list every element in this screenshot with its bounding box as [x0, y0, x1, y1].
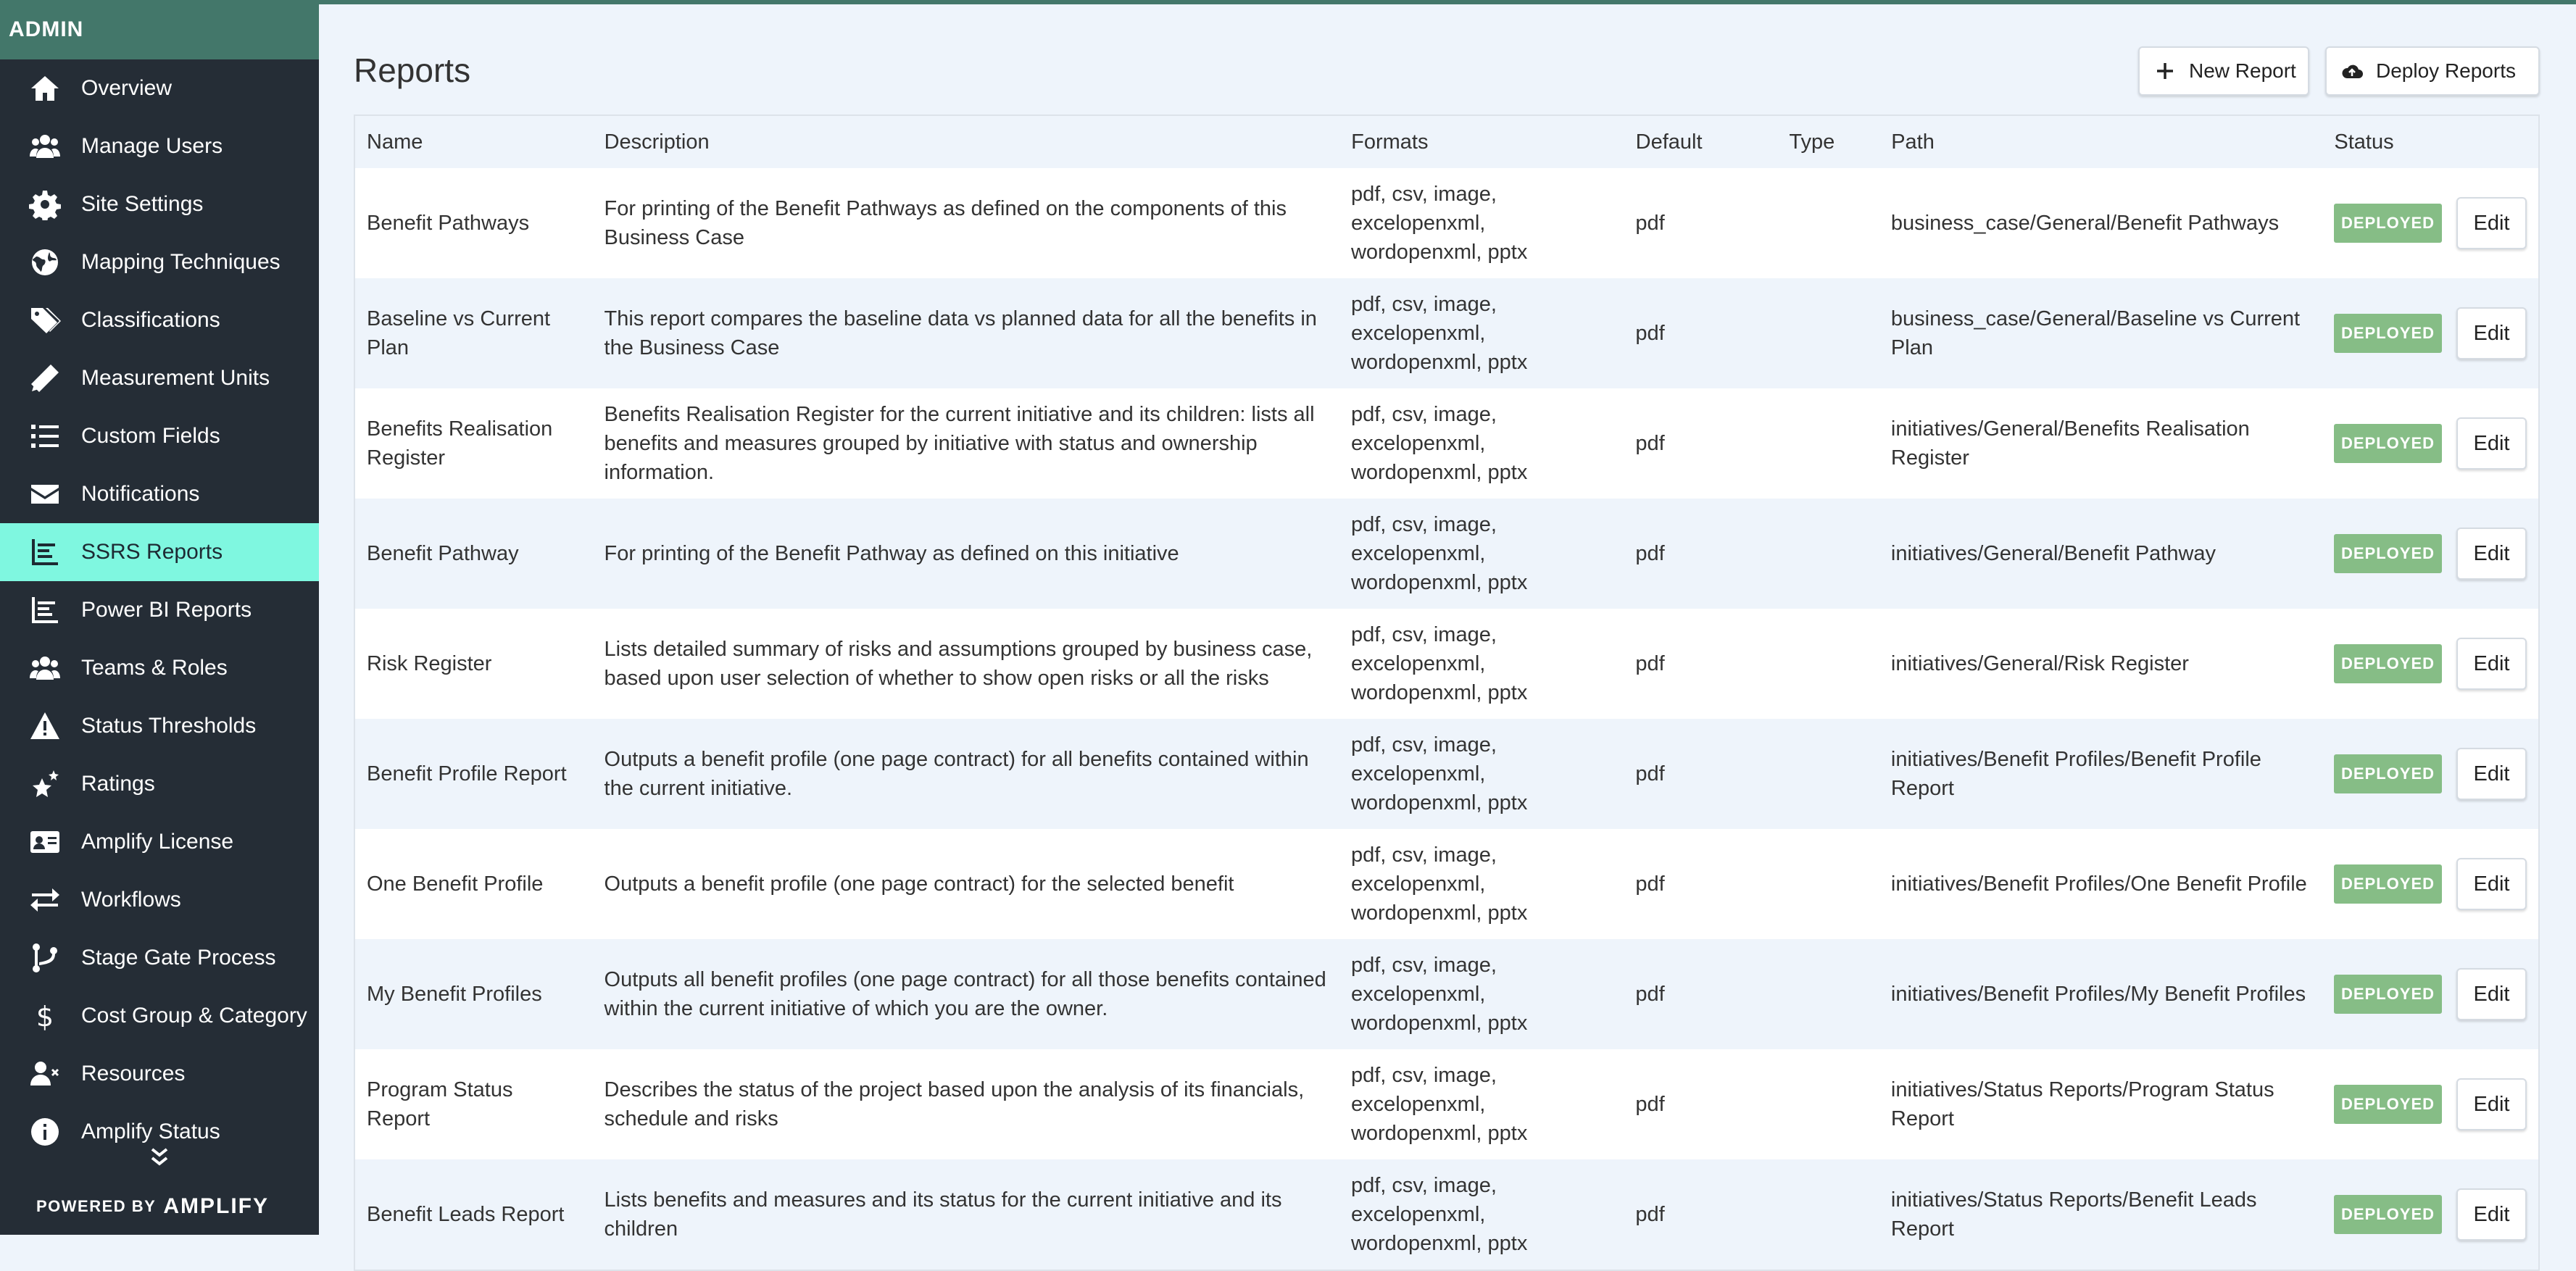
- cloud-upload-icon: [2338, 57, 2366, 85]
- sidebar-item-classifications[interactable]: [0, 291, 319, 349]
- status-cell: [2322, 1188, 2538, 1241]
- users-icon: [28, 651, 62, 685]
- sidebar-item-manage-users[interactable]: [0, 117, 319, 175]
- home-icon: [28, 71, 62, 106]
- sidebar-item-label: Classifications: [81, 308, 220, 332]
- formats-cell: pdf, csv, image, excelopenxml, wordopenxml, pptx: [1350, 183, 1528, 264]
- sidebar-item-label: Stage Gate Process: [81, 946, 276, 970]
- formats-cell: pdf, csv, image, excelopenxml, wordopenxml, pptx: [1350, 954, 1528, 1035]
- sidebar-item-ratings[interactable]: [0, 755, 319, 813]
- id-card-icon: [28, 825, 62, 859]
- status-badge: DEPLOYED: [2334, 534, 2442, 573]
- formats-cell: pdf, csv, image, excelopenxml, wordopenxml, pptx: [1350, 513, 1528, 594]
- table-row: [355, 939, 2538, 1049]
- status-badge: DEPLOYED: [2334, 1195, 2442, 1234]
- name-cell: Benefit Pathways: [367, 212, 530, 235]
- sidebar-item-label: Power BI Reports: [81, 598, 252, 622]
- sidebar-item-measurement-units[interactable]: [0, 349, 319, 407]
- default-cell: pdf: [1635, 212, 1665, 235]
- sidebar-item-power-bi-reports[interactable]: [0, 581, 319, 639]
- sidebar-item-label: Measurement Units: [81, 366, 270, 390]
- stars-icon: [28, 767, 62, 801]
- sidebar-item-label: Cost Group & Category: [81, 1004, 307, 1028]
- name-cell: Benefit Profile Report: [367, 762, 567, 785]
- warning-icon: [28, 709, 62, 743]
- path-cell: initiatives/General/Risk Register: [1890, 652, 2189, 675]
- sidebar-item-status-thresholds[interactable]: [0, 697, 319, 755]
- table-row: [355, 1049, 2538, 1159]
- edit-button[interactable]: Edit: [2456, 1188, 2527, 1241]
- edit-button[interactable]: Edit: [2456, 1078, 2527, 1130]
- sidebar-item-label: Resources: [81, 1062, 186, 1085]
- status-cell: [2322, 968, 2538, 1020]
- path-cell: initiatives/Benefit Profiles/My Benefit Profiles: [1890, 983, 2306, 1006]
- sidebar-item-teams-and-roles[interactable]: [0, 639, 319, 697]
- path-cell: initiatives/Benefit Profiles/One Benefit Profile: [1890, 872, 2307, 896]
- default-cell: pdf: [1635, 872, 1665, 896]
- sidebar-item-label: Ratings: [81, 772, 155, 796]
- default-cell: pdf: [1635, 1093, 1665, 1116]
- table-row: [355, 1159, 2538, 1270]
- sidebar-item-overview[interactable]: [0, 59, 319, 117]
- description-cell: Lists detailed summary of risks and assumptions grouped by business case, based upon user selection of whether to show open risks or all the risks: [604, 638, 1313, 690]
- edit-button[interactable]: Edit: [2456, 528, 2527, 580]
- sidebar-item-label: Manage Users: [81, 134, 223, 158]
- default-cell: pdf: [1635, 762, 1665, 785]
- sidebar-nav: [0, 59, 319, 1161]
- sidebar-item-label: Amplify Status: [81, 1120, 220, 1143]
- path-cell: initiatives/Status Reports/Benefit Leads Report: [1890, 1188, 2257, 1241]
- top-accent-bar: [319, 0, 2576, 4]
- default-cell: pdf: [1635, 432, 1665, 455]
- path-cell: business_case/General/Benefit Pathways: [1890, 212, 2280, 235]
- info-icon: [28, 1114, 62, 1149]
- deploy-reports-button[interactable]: [2325, 46, 2540, 96]
- status-badge: DEPLOYED: [2334, 754, 2442, 793]
- name-cell: Program Status Report: [367, 1078, 513, 1130]
- chevron-down-icon[interactable]: [146, 1145, 173, 1171]
- name-cell: Risk Register: [367, 652, 492, 675]
- path-cell: business_case/General/Baseline vs Current Plan: [1890, 307, 2301, 359]
- path-cell: initiatives/General/Benefit Pathway: [1890, 542, 2216, 565]
- sidebar-item-cost-group-and-category[interactable]: [0, 987, 319, 1045]
- default-cell: pdf: [1635, 652, 1665, 675]
- status-cell: [2322, 417, 2538, 470]
- list-icon: [28, 419, 62, 454]
- path-cell: initiatives/General/Benefits Realisation Register: [1890, 417, 2250, 470]
- table-row: [355, 499, 2538, 609]
- table-row: [355, 278, 2538, 388]
- description-cell: Outputs a benefit profile (one page contract) for all benefits contained within the current initiative.: [604, 748, 1309, 800]
- sidebar-item-label: Custom Fields: [81, 424, 220, 448]
- header-formats[interactable]: Formats: [1351, 130, 1429, 154]
- table-row: [355, 609, 2538, 719]
- description-cell: Outputs a benefit profile (one page contract) for the selected benefit: [604, 872, 1234, 896]
- default-cell: pdf: [1635, 542, 1665, 565]
- sidebar-item-workflows[interactable]: [0, 871, 319, 929]
- header-path[interactable]: Path: [1891, 130, 1935, 154]
- user-x-icon: [28, 1057, 62, 1091]
- status-cell: [2322, 1078, 2538, 1130]
- tags-icon: [28, 303, 62, 338]
- formats-cell: pdf, csv, image, excelopenxml, wordopenxml, pptx: [1350, 623, 1528, 704]
- sidebar-item-mapping-techniques[interactable]: [0, 233, 319, 291]
- status-badge: DEPLOYED: [2334, 644, 2442, 683]
- powered-by: [36, 1194, 269, 1219]
- description-cell: Lists benefits and measures and its status for the current initiative and its children: [604, 1188, 1282, 1241]
- formats-cell: pdf, csv, image, excelopenxml, wordopenxml, pptx: [1350, 843, 1528, 925]
- new-report-button[interactable]: [2138, 46, 2309, 96]
- edit-button[interactable]: Edit: [2456, 748, 2527, 800]
- sidebar-item-site-settings[interactable]: [0, 175, 319, 233]
- description-cell: This report compares the baseline data vs planned data for all the benefits in the Business Case: [604, 307, 1317, 359]
- amplify-logo: AMPLIFY: [163, 1194, 270, 1218]
- gear-icon: [28, 187, 62, 222]
- edit-button[interactable]: Edit: [2456, 858, 2527, 910]
- branch-icon: [28, 941, 62, 975]
- dollar-icon: [28, 999, 62, 1033]
- status-badge: DEPLOYED: [2334, 975, 2442, 1014]
- chart-icon: [28, 593, 62, 628]
- svg-text:$: $: [36, 1001, 54, 1032]
- default-cell: pdf: [1635, 983, 1665, 1006]
- status-cell: [2322, 307, 2538, 359]
- sidebar-item-label: SSRS Reports: [81, 540, 223, 564]
- header-status[interactable]: Status: [2334, 130, 2394, 154]
- table-row: [355, 388, 2538, 499]
- sidebar-item-label: Site Settings: [81, 192, 204, 216]
- name-cell: My Benefit Profiles: [367, 983, 542, 1006]
- sidebar-item-notifications[interactable]: [0, 465, 319, 523]
- sidebar-item-label: Mapping Techniques: [81, 250, 281, 274]
- table-row: [355, 168, 2538, 278]
- formats-cell: pdf, csv, image, excelopenxml, wordopenxml, pptx: [1350, 1064, 1528, 1145]
- status-badge: DEPLOYED: [2334, 204, 2442, 243]
- default-cell: pdf: [1635, 322, 1665, 345]
- formats-cell: pdf, csv, image, excelopenxml, wordopenxml, pptx: [1350, 293, 1528, 374]
- status-cell: [2322, 528, 2538, 580]
- plus-icon: [2151, 57, 2179, 85]
- sidebar-item-stage-gate-process[interactable]: [0, 929, 319, 987]
- edit-button[interactable]: Edit: [2456, 197, 2527, 249]
- sidebar-item-label: Notifications: [81, 482, 200, 506]
- name-cell: Benefit Leads Report: [367, 1203, 565, 1226]
- status-badge: DEPLOYED: [2334, 314, 2442, 353]
- status-badge: DEPLOYED: [2334, 864, 2442, 904]
- table-row: [355, 719, 2538, 829]
- users-icon: [28, 129, 62, 164]
- edit-button[interactable]: Edit: [2456, 307, 2527, 359]
- sidebar-header: ADMIN: [0, 0, 319, 59]
- path-cell: initiatives/Status Reports/Program Status Report: [1890, 1078, 2274, 1130]
- edit-button[interactable]: Edit: [2456, 968, 2527, 1020]
- name-cell: One Benefit Profile: [367, 872, 544, 896]
- sidebar-item-label: Workflows: [81, 888, 181, 912]
- formats-cell: pdf, csv, image, excelopenxml, wordopenxml, pptx: [1350, 403, 1528, 484]
- page-title: Reports: [354, 51, 471, 89]
- name-cell: Baseline vs Current Plan: [367, 307, 551, 359]
- header-description[interactable]: Description: [604, 130, 710, 154]
- sidebar-item-label: Amplify License: [81, 830, 234, 854]
- table-header-row: [355, 116, 2538, 168]
- name-cell: Benefit Pathway: [367, 542, 519, 565]
- header-default[interactable]: Default: [1635, 130, 1703, 154]
- sidebar-item-label: Overview: [81, 76, 173, 100]
- status-badge: DEPLOYED: [2334, 1085, 2442, 1124]
- sidebar-item-amplify-license[interactable]: [0, 813, 319, 871]
- edit-button[interactable]: Edit: [2456, 417, 2527, 470]
- chart-icon: [28, 535, 62, 570]
- path-cell: initiatives/Benefit Profiles/Benefit Profile Report: [1890, 748, 2261, 800]
- description-cell: Benefits Realisation Register for the current initiative and its children: lists all benefits and measures grouped by initiative with status and ownership information.: [604, 403, 1315, 484]
- status-cell: [2322, 748, 2538, 800]
- main-content: [319, 0, 2576, 1255]
- description-cell: Describes the status of the project based upon the analysis of its financials, schedule and risks: [604, 1078, 1305, 1130]
- admin-sidebar: [0, 0, 319, 1235]
- deploy-reports-label: Deploy Reports: [2376, 59, 2516, 82]
- table-row: [355, 829, 2538, 939]
- reports-table: [354, 114, 2540, 1271]
- edit-button[interactable]: Edit: [2456, 638, 2527, 690]
- powered-by-label: POWERED BY: [36, 1197, 157, 1215]
- globe-icon: [28, 245, 62, 280]
- sidebar-item-label: Teams & Roles: [81, 656, 228, 680]
- envelope-icon: [28, 477, 62, 512]
- arrows-icon: [28, 883, 62, 917]
- description-cell: For printing of the Benefit Pathways as defined on the components of this Business Case: [604, 197, 1287, 249]
- description-cell: For printing of the Benefit Pathway as defined on this initiative: [604, 542, 1179, 565]
- ruler-icon: [28, 361, 62, 396]
- status-badge: DEPLOYED: [2334, 424, 2442, 463]
- default-cell: pdf: [1635, 1203, 1665, 1226]
- new-report-label: New Report: [2189, 59, 2296, 82]
- formats-cell: pdf, csv, image, excelopenxml, wordopenxml, pptx: [1350, 1174, 1528, 1255]
- formats-cell: pdf, csv, image, excelopenxml, wordopenxml, pptx: [1350, 733, 1528, 814]
- sidebar-item-resources[interactable]: [0, 1045, 319, 1103]
- name-cell: Benefits Realisation Register: [367, 417, 553, 470]
- status-cell: [2322, 197, 2538, 249]
- table-body: [355, 168, 2538, 1270]
- sidebar-item-label: Status Thresholds: [81, 714, 257, 738]
- status-cell: [2322, 858, 2538, 910]
- header-type[interactable]: Type: [1789, 130, 1835, 154]
- sidebar-item-ssrs-reports[interactable]: [0, 523, 319, 581]
- status-cell: [2322, 638, 2538, 690]
- header-name[interactable]: Name: [367, 130, 423, 154]
- sidebar-item-custom-fields[interactable]: [0, 407, 319, 465]
- description-cell: Outputs all benefit profiles (one page contract) for all those benefits contained within the current initiative of which you are the owner.: [604, 968, 1326, 1020]
